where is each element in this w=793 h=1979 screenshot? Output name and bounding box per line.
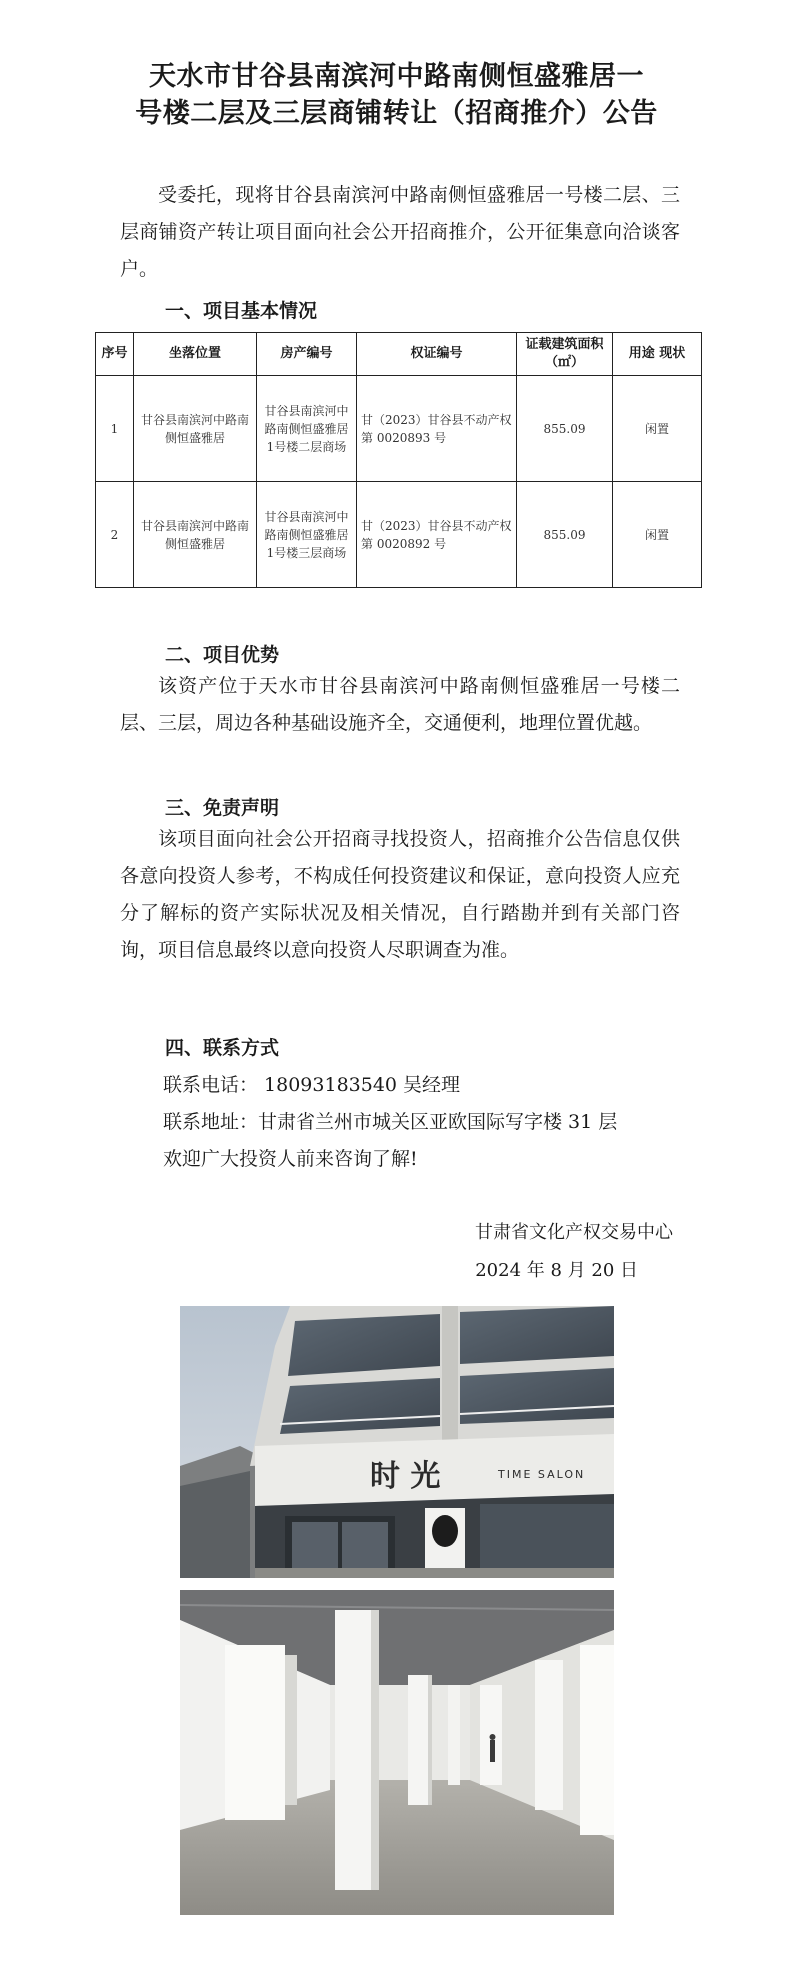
header-location: 坐落位置 xyxy=(134,333,257,376)
storefront-photo xyxy=(180,1306,614,1578)
header-certificate-no: 权证编号 xyxy=(357,333,517,376)
cell-location: 甘谷县南滨河中路南侧恒盛雅居 xyxy=(134,482,257,588)
table-row xyxy=(96,376,702,482)
interior-illustration xyxy=(180,1590,614,1915)
contact-phone: 联系电话： 18093183540 吴经理 xyxy=(163,1074,461,1096)
sign-chinese: 时 光 xyxy=(370,1459,441,1494)
heading-disclaimer: 三、免责声明 xyxy=(165,797,280,819)
cell-property-no: 甘谷县南滨河中路南侧恒盛雅居1号楼二层商场 xyxy=(257,376,357,482)
cell-status: 闲置 xyxy=(613,376,702,482)
disclaimer-paragraph: 该项目面向社会公开招商寻找投资人，招商推介公告信息仅供各意向投资人参考，不构成任何投资建议和保证，意向投资人应充分了解标的资产实际状况及相关情况，自行踏勘并到有关部门咨询，项目信息最终以意向投资人尽职调查为准。 xyxy=(120,828,680,961)
cell-property-no: 甘谷县南滨河中路南侧恒盛雅居1号楼三层商场 xyxy=(257,482,357,588)
sign-english: TIME SALON xyxy=(498,1468,586,1481)
cell-certificate-no: 甘（2023）甘谷县不动产权第 0020892 号 xyxy=(357,482,517,588)
advantage-paragraph: 该资产位于天水市甘谷县南滨河中路南侧恒盛雅居一号楼二层、三层，周边各种基础设施齐全，交通便利，地理位置优越。 xyxy=(120,675,680,734)
heading-advantage: 二、项目优势 xyxy=(165,644,280,666)
contact-address: 联系地址：甘肃省兰州市城关区亚欧国际写字楼 31 层 xyxy=(163,1111,618,1133)
table-row xyxy=(96,482,702,588)
cell-status: 闲置 xyxy=(613,482,702,588)
property-table xyxy=(95,332,702,588)
header-index: 序号 xyxy=(96,333,134,376)
header-usage-status: 用途 现状 xyxy=(613,333,702,376)
title-line-1: 天水市甘谷县南滨河中路南侧恒盛雅居一 xyxy=(149,61,644,92)
header-area: 证载建筑面积（㎡） xyxy=(517,333,613,376)
storefront-illustration xyxy=(180,1306,614,1578)
cell-certificate-no: 甘（2023）甘谷县不动产权第 0020893 号 xyxy=(357,376,517,482)
cell-area: 855.09 xyxy=(517,482,613,588)
signature-date: 2024 年 8 月 20 日 xyxy=(475,1260,638,1281)
cell-index: 1 xyxy=(96,376,134,482)
cell-location: 甘谷县南滨河中路南侧恒盛雅居 xyxy=(134,376,257,482)
signature-org: 甘肃省文化产权交易中心 xyxy=(475,1222,673,1243)
table-header-row xyxy=(96,333,702,376)
heading-basic: 一、项目基本情况 xyxy=(165,300,318,322)
cell-index: 2 xyxy=(96,482,134,588)
intro-paragraph: 受委托，现将甘谷县南滨河中路南侧恒盛雅居一号楼二层、三层商铺资产转让项目面向社会公开招商推介，公开征集意向洽谈客户。 xyxy=(120,184,680,280)
header-property-no: 房产编号 xyxy=(257,333,357,376)
contact-welcome: 欢迎广大投资人前来咨询了解! xyxy=(163,1148,418,1170)
title-line-2: 号楼二层及三层商铺转让（招商推介）公告 xyxy=(135,98,658,129)
page-title xyxy=(80,58,713,132)
heading-contact: 四、联系方式 xyxy=(165,1037,280,1059)
interior-photo xyxy=(180,1590,614,1915)
cell-area: 855.09 xyxy=(517,376,613,482)
